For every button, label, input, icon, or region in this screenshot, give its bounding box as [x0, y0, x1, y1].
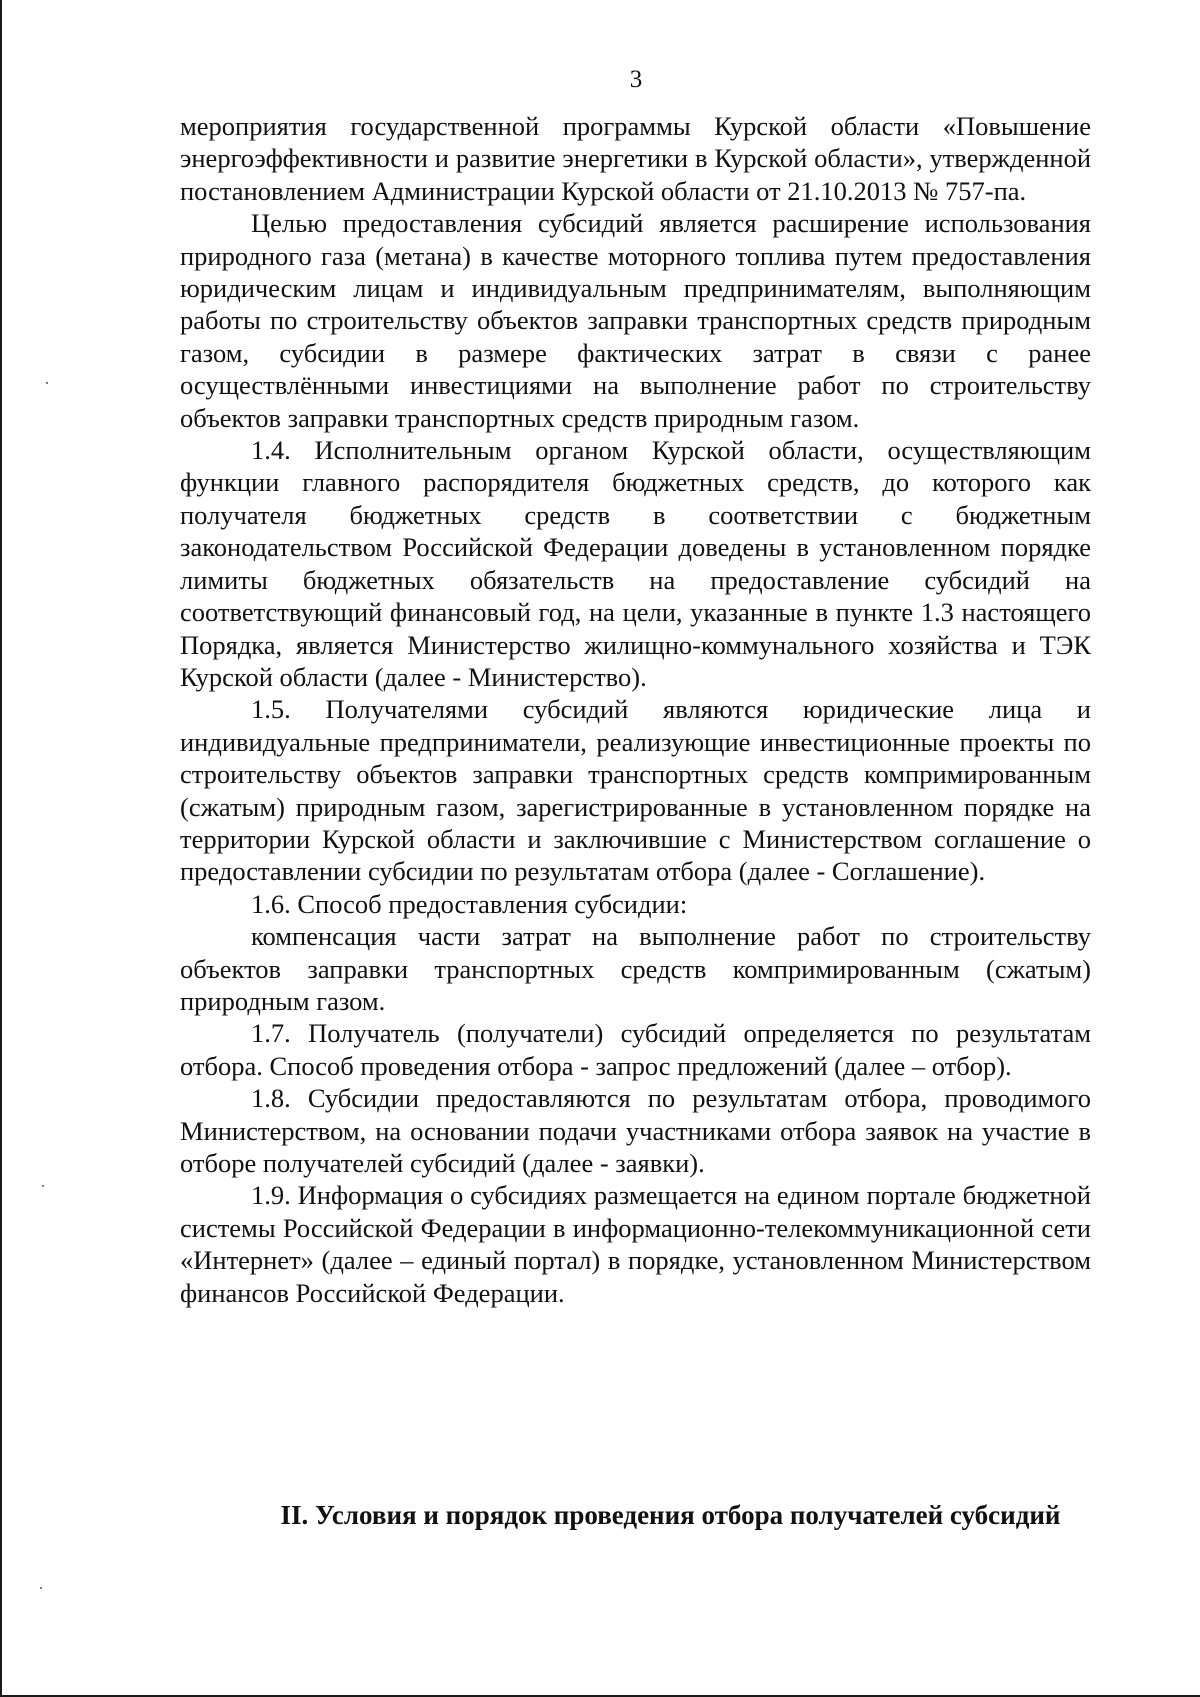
scan-speck	[42, 1185, 44, 1187]
page-number: 3	[629, 66, 643, 93]
paragraph-1-9: 1.9. Информация о субсидиях размещается на едином портале бюджетной системы Российской Федерации в информационно-телекоммуникационной сети «Интернет» (далее – единый портал) в порядке, установленном Министерством финансов Российской Федерации.	[180, 1180, 1091, 1308]
scan-speck	[46, 382, 48, 384]
paragraph-purpose: Целью предоставления субсидий является расширение использования природного газа (метана) в качестве моторного топлива путем предоставления юридическим лицам и индивидуальным предпринимателям, выполняющим работы по строительству объектов заправки транспортных средств природным газом, субсидии в размере фактических затрат в связи с ранее осуществлёнными инвестициями на выполнение работ по строительству объектов заправки транспортных средств природным газом.	[180, 208, 1091, 433]
document-body	[180, 110, 1091, 1309]
paragraph-1-5: 1.5. Получателями субсидий являются юридические лица и индивидуальные предприниматели, реализующие инвестиционные проекты по строительству объектов заправки транспортных средств компримированным (сжатым) природным газом, зарегистрированные в установленном порядке на территории Курской области и заключившие с Министерством соглашение о предоставлении субсидии по результатам отбора (далее - Соглашение).	[180, 694, 1091, 887]
paragraph-1-7: 1.7. Получатель (получатели) субсидий определяется по результатам отбора. Способ проведения отбора - запрос предложений (далее – отбор).	[180, 1018, 1091, 1081]
paragraph-compensation: компенсация части затрат на выполнение работ по строительству объектов заправки транспортных средств компримированным (сжатым) природным газом.	[180, 921, 1091, 1016]
paragraph-1-6: 1.6. Способ предоставления субсидии:	[251, 888, 688, 919]
paragraph-program-continuation: мероприятия государственной программы Курской области «Повышение энергоэффективности и развитие энергетики в Курской области», утвержденной постановлением Администрации Курской области от 21.10.2013 № 757-па.	[180, 111, 1091, 206]
paragraph-1-8: 1.8. Субсидии предоставляются по результатам отбора, проводимого Министерством, на основании подачи участниками отбора заявок на участие в отборе получателей субсидий (далее - заявки).	[180, 1083, 1091, 1178]
scan-speck	[40, 1587, 42, 1589]
section-heading: II. Условия и порядок проведения отбора получателей субсидий	[280, 1500, 1061, 1530]
paragraph-1-4: 1.4. Исполнительным органом Курской области, осуществляющим функции главного распорядителя бюджетных средств, до которого как получателя бюджетных средств в соответствии с бюджетным законодательством Российской Федерации доведены в установленном порядке лимиты бюджетных обязательств на предоставление субсидий на соответствующий финансовый год, на цели, указанные в пункте 1.3 настоящего Порядка, является Министерство жилищно-коммунального хозяйства и ТЭК Курской области (далее - Министерство).	[180, 435, 1091, 692]
